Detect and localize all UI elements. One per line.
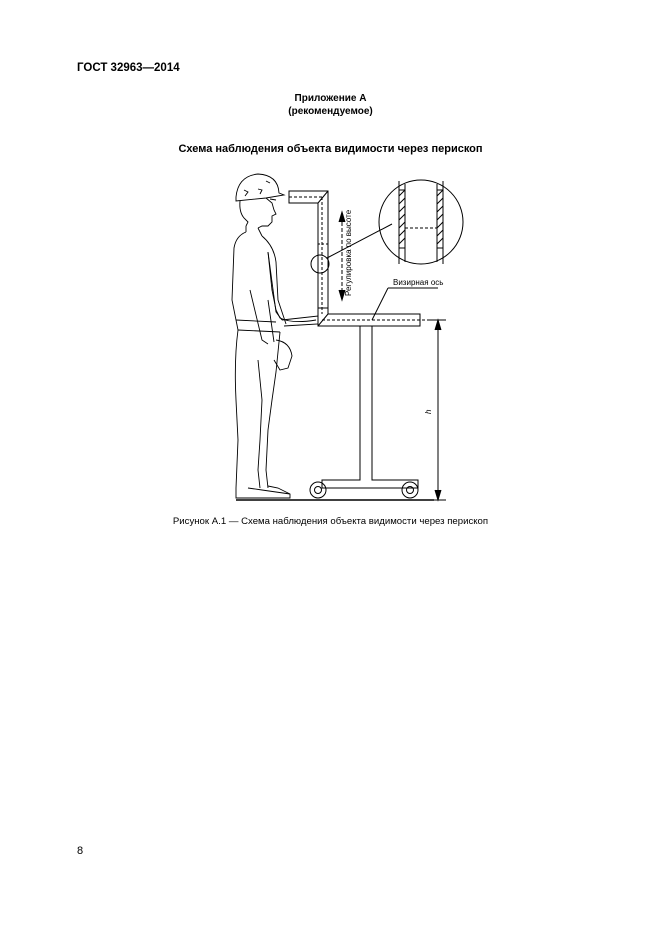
detail-marker bbox=[311, 255, 329, 273]
detail-leader bbox=[327, 224, 392, 258]
periscope-stand bbox=[310, 326, 418, 498]
wheel-right bbox=[402, 482, 418, 498]
figure-caption: Рисунок А.1 — Схема наблюдения объекта видимости через перископ bbox=[172, 516, 489, 527]
annex-title: Приложение А bbox=[294, 93, 367, 104]
dimension-h-label: h bbox=[424, 409, 433, 414]
sight-axis-leader bbox=[372, 288, 388, 320]
helmet-icon bbox=[236, 174, 284, 201]
document-code: ГОСТ 32963—2014 bbox=[77, 62, 180, 74]
figure-heading: Схема наблюдения объекта видимости через перископ bbox=[178, 143, 483, 155]
periscope-tube bbox=[289, 191, 440, 326]
person-figure bbox=[232, 174, 318, 498]
sight-axis-label: Визирная ось bbox=[393, 278, 444, 287]
page-number: 8 bbox=[77, 845, 84, 857]
wheel-left bbox=[310, 482, 326, 498]
detail-view bbox=[379, 180, 463, 264]
height-adjust-label: Регулировка по высоте bbox=[344, 209, 353, 296]
annex-status: (рекомендуемое) bbox=[288, 106, 373, 117]
